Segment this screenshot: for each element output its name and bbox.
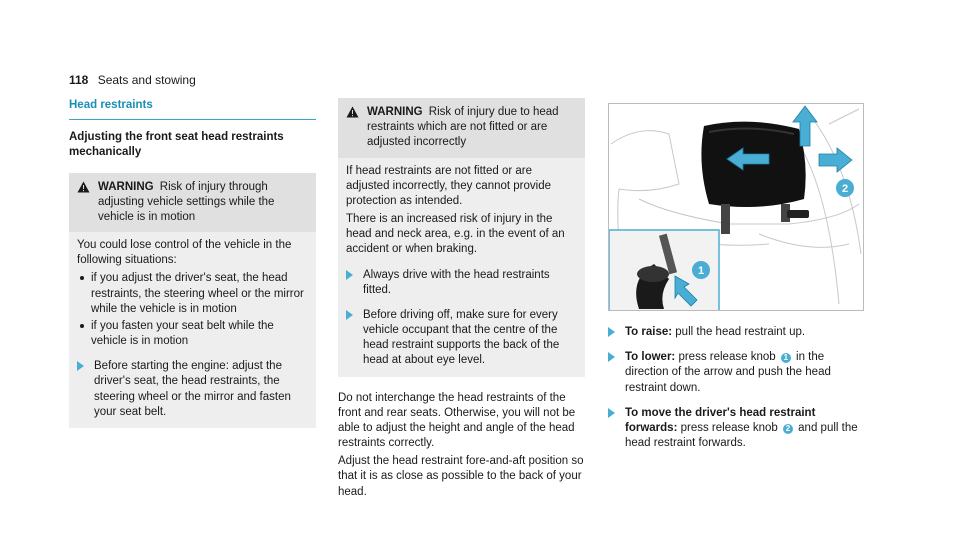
warning-body xyxy=(69,232,316,428)
step-body: and pull the head restraint forwards. xyxy=(625,421,858,450)
arrow-right-icon xyxy=(608,352,615,362)
warning-box-adjusting xyxy=(69,173,316,428)
head-restraint-drawing xyxy=(609,104,864,311)
warning-headline-text: Risk of injury due to head restraints which are not fitted or are adjusted incorrectly xyxy=(367,106,559,149)
action-step xyxy=(77,359,308,420)
arrow-right-icon xyxy=(77,361,84,371)
action-text: Always drive with the head restraints fitted. xyxy=(363,268,550,296)
warning-label: WARNING xyxy=(98,180,154,193)
paragraph: Adjust the head restraint fore-and-aft position so that it is as close as possible to the back of your head. xyxy=(338,455,584,498)
section-title: Head restraints xyxy=(69,98,316,120)
action-step xyxy=(346,308,577,369)
step-label: To lower: xyxy=(625,351,676,364)
warning-intro: You could lose control of the vehicle in the following situations: xyxy=(77,239,292,267)
column-2 xyxy=(338,98,585,503)
paragraph: Do not interchange the head restraints of the front and rear seats. Otherwise, you will not be able to adjust the height and angle of the head restraints correctly. xyxy=(338,391,576,450)
bullet-item: if you adjust the driver's seat, the head restraints, the steering wheel or the mirror while the vehicle is in motion xyxy=(77,271,308,317)
head-restraint-illustration xyxy=(608,103,864,311)
warning-box-restraints xyxy=(338,98,585,377)
step-raise xyxy=(608,325,864,340)
body-text xyxy=(338,391,585,500)
column-1 xyxy=(69,98,316,428)
step-text xyxy=(625,325,864,340)
warning-icon xyxy=(77,181,90,193)
action-text: Before starting the engine: adjust the driver's seat, the head restraints, the steering wheel or the mirror and fasten your seat belt. xyxy=(94,360,291,418)
callout-2: 2 xyxy=(841,183,849,195)
arrow-right-icon xyxy=(608,327,615,337)
bullet-item: if you fasten your seat belt while the vehicle is in motion xyxy=(77,319,308,349)
sub-title: Adjusting the front seat head restraints mechanically xyxy=(69,131,284,159)
page-number: 118 xyxy=(69,73,89,87)
warning-header xyxy=(69,173,316,233)
step-lower xyxy=(608,350,864,396)
warning-para: If head restraints are not fitted or are adjusted incorrectly, they cannot provide protection as intended. xyxy=(346,164,551,207)
arrow-right-icon xyxy=(346,270,353,280)
step-move-forwards xyxy=(608,406,864,452)
warning-icon xyxy=(346,106,359,118)
section-name: Seats and stowing xyxy=(97,73,196,87)
arrow-right-icon xyxy=(346,310,353,320)
warning-body xyxy=(338,158,585,377)
step-text xyxy=(625,350,864,396)
step-body: press release knob xyxy=(675,351,779,364)
action-text: Before driving off, make sure for every vehicle occupant that the centre of the head restraint supports the back of the head at about eye level. xyxy=(363,308,560,367)
page-header xyxy=(69,73,196,89)
warning-headline xyxy=(98,180,308,226)
warning-header xyxy=(338,98,585,158)
knob-badge: 1 xyxy=(781,353,791,363)
step-body: press release knob xyxy=(677,421,781,434)
warning-headline-text: Risk of injury through adjusting vehicle settings while the vehicle is in motion xyxy=(98,180,275,223)
step-label: To move the driver's head restraint forwards: xyxy=(625,406,816,434)
warning-bullets xyxy=(77,271,308,349)
step-body: in the direction of the arrow and push the head restraint down. xyxy=(625,351,831,394)
action-step xyxy=(346,268,577,298)
warning-headline xyxy=(367,105,577,151)
callout-1: 1 xyxy=(697,265,705,277)
knob-badge: 2 xyxy=(783,424,793,434)
step-body: pull the head restraint up. xyxy=(672,326,806,338)
step-label: To raise: xyxy=(625,326,673,338)
step-text xyxy=(625,406,864,452)
warning-label: WARNING xyxy=(367,106,423,118)
instruction-steps xyxy=(608,325,864,451)
arrow-right-icon xyxy=(608,408,615,418)
warning-para: There is an increased risk of injury in the head and neck area, e.g. in the event of an accident or when braking. xyxy=(346,213,565,256)
column-3 xyxy=(608,103,864,461)
